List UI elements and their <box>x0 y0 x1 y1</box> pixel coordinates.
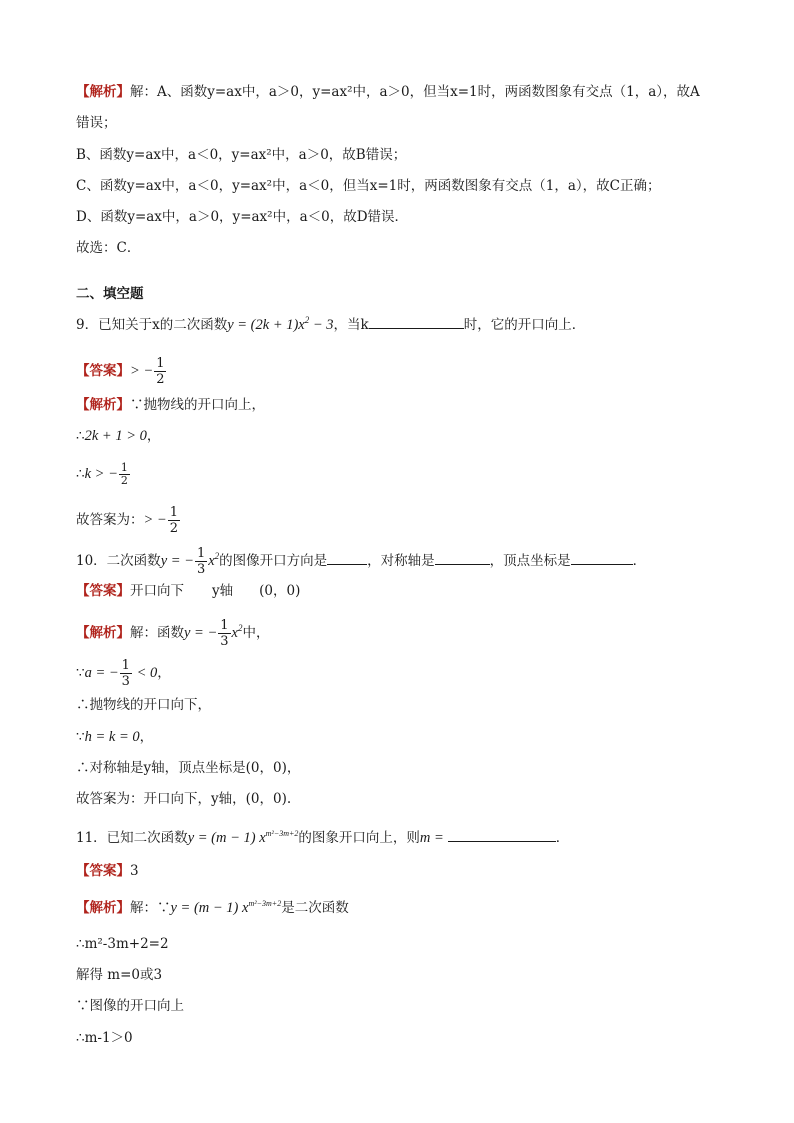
q8-analysis-line-4: C、函数y=ax中，a＜0，y=ax²中，a＜0，但当x=1时，两函数图象有交点（1，a），故C正确； <box>76 178 661 194</box>
q10-analysis-line-1: 【解析】解：函数y = − $\frac{1}{3}$ $x^2$中， <box>76 618 270 649</box>
q10-analysis-line-4: ∵h = k = 0， <box>76 729 154 745</box>
q9-analysis-line-3: ∴k > − $\frac{1}{2}$ <box>76 461 128 487</box>
q11-analysis-line-5: ∴m-1＞0 <box>76 1030 133 1046</box>
answer-blank <box>435 550 490 565</box>
q11-analysis-line-1: 【解析】解：∵y = (m − 1) $x^{m^2-3m+2}$是二次函数 <box>76 899 349 916</box>
q9-question: 9．已知关于x的二次函数$y = (2k + 1)x^2 - 3$，当k 时，它的开口向上． <box>76 315 586 333</box>
answer-blank <box>448 827 556 842</box>
q9-analysis-line-1: 【解析】∵抛物线的开口向上， <box>76 397 265 413</box>
q10-final: 故答案为：开口向下，y轴，(0，0). <box>76 791 292 807</box>
q8-analysis-line-5: D、函数y=ax中，a＞0，y=ax²中，a＜0，故D错误． <box>76 209 409 225</box>
fraction-one-third: $\frac{1}{3}$ <box>220 618 229 649</box>
q10-analysis-line-2: ∵a = − $\frac{1}{3}$ < 0， <box>76 658 171 689</box>
q8-analysis-line-6: 故选：C． <box>76 240 141 256</box>
fraction-one-half: $\frac{1}{2}$ <box>120 461 128 487</box>
answer-blank <box>571 550 633 565</box>
fraction-one-half: $\frac{1}{2}$ <box>156 356 165 387</box>
q9-final: 故答案为：> − $\frac{1}{2}$ <box>76 505 178 536</box>
fraction-one-third: $\frac{1}{3}$ <box>121 658 130 689</box>
q11-formula: y = (m − 1) $x^{m^2-3m+2}$ <box>187 829 299 846</box>
q9-answer: 【答案】> − $\frac{1}{2}$ <box>76 356 165 387</box>
answer-blank <box>327 550 367 565</box>
q11-analysis-line-3: 解得 m=0或3 <box>76 967 163 983</box>
q8-analysis-line-2: 错误； <box>76 115 117 131</box>
fraction-one-half: $\frac{1}{2}$ <box>169 505 178 536</box>
section-title: 二、填空题 <box>76 286 144 302</box>
q8-analysis-line-1: 【解析】解：A、函数y=ax中，a＞0，y=ax²中，a＞0，但当x=1时，两函数图象有交点（1，a），故A <box>76 84 700 100</box>
answer-blank <box>369 314 464 329</box>
q9-analysis-line-2: ∴2k + 1 > 0， <box>76 428 161 444</box>
q10-question: 10．二次函数y = − $\frac{1}{3}$ $x^2$的图像开口方向是 ，对称轴是 ，顶点坐标是 ． <box>76 546 647 577</box>
q11-question: 11．已知二次函数y = (m − 1) $x^{m^2-3m+2}$的图象开口向上，则m = ． <box>76 827 734 848</box>
q11-answer: 【答案】3 <box>76 863 139 879</box>
q8-analysis-line-3: B、函数y=ax中，a＜0，y=ax²中，a＞0，故B错误； <box>76 147 407 163</box>
q10-answer: 【答案】开口向下 y轴 (0，0) <box>76 583 301 599</box>
q10-analysis-line-5: ∴对称轴是y轴，顶点坐标是(0，0)， <box>76 760 301 776</box>
q11-analysis-line-4: ∵图像的开口向上 <box>76 998 184 1014</box>
fraction-one-third: $\frac{1}{3}$ <box>196 546 206 577</box>
q9-formula: $y = (2k + 1)x^2 - 3$ <box>227 315 334 333</box>
q10-analysis-line-3: ∴抛物线的开口向下， <box>76 697 211 713</box>
q11-analysis-line-2: ∴m²-3m+2=2 <box>76 936 169 952</box>
analysis-tag: 【解析】 <box>76 84 130 100</box>
